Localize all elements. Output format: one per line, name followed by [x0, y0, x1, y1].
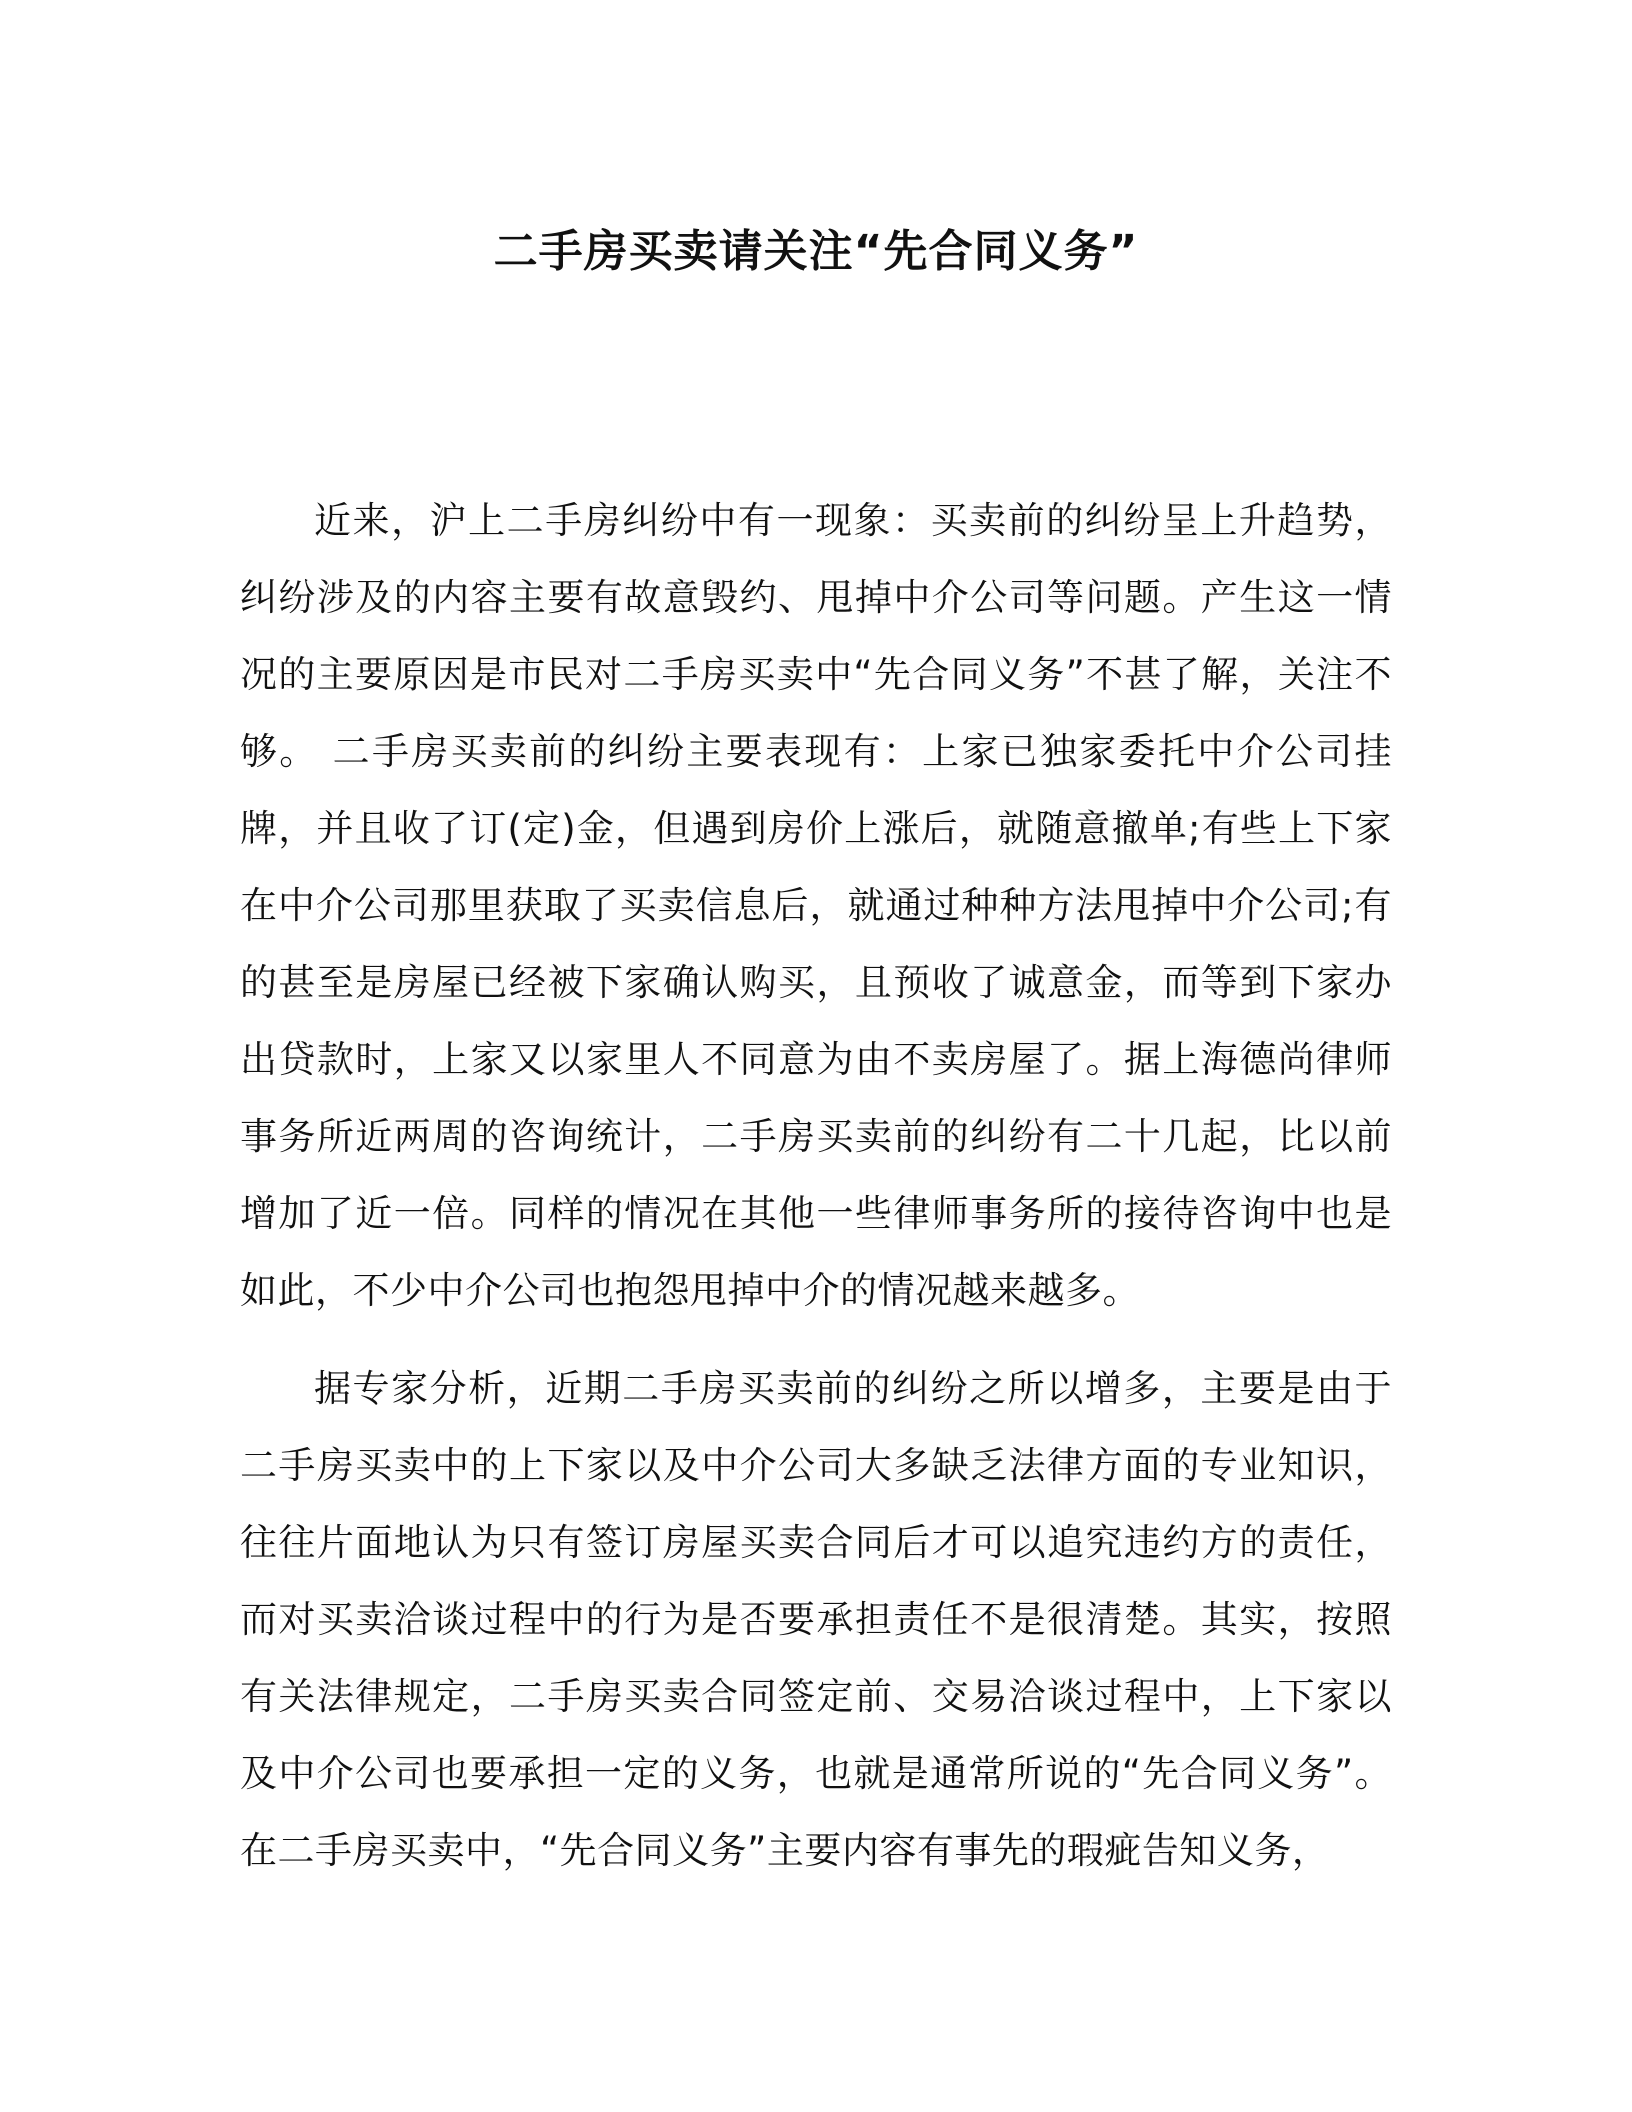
- paragraph-2: 据专家分析，近期二手房买卖前的纠纷之所以增多，主要是由于二手房买卖中的上下家以及中介公司大多缺乏法律方面的专业知识，往往片面地认为只有签订房屋买卖合同后才可以追究违约方的责任，而对买卖洽谈过程中的行为是否要承担责任不是很清楚。其实，按照有关法律规定，二手房买卖合同签定前、交易洽谈过程中，上下家以及中介公司也要承担一定的义务，也就是通常所说的“先合同义务”。在二手房买卖中，“先合同义务”主要内容有事先的瑕疵告知义务，: [240, 1367, 1392, 1872]
- document-title: 二手房买卖请关注“先合同义务”: [493, 226, 1139, 277]
- paragraph-1: 近来，沪上二手房纠纷中有一现象：买卖前的纠纷呈上升趋势，纠纷涉及的内容主要有故意毁约、甩掉中介公司等问题。产生这一情况的主要原因是市民对二手房买卖中“先合同义务”不甚了解，关注不够。 二手房买卖前的纠纷主要表现有：上家已独家委托中介公司挂牌，并且收了订(定)金，但遇到房价上涨后，就随意撤单;有些上下家在中介公司那里获取了买卖信息后，就通过种种方法甩掉中介公司;有的甚至是房屋已经被下家确认购买，且预收了诚意金，而等到下家办出贷款时，上家又以家里人不同意为由不卖房屋了。据上海德尚律师事务所近两周的咨询统计，二手房买卖前的纠纷有二十几起，比以前增加了近一倍。同样的情况在其他一些律师事务所的接待咨询中也是如此，不少中介公司也抱怨甩掉中介的情况越来越多。: [240, 499, 1392, 1312]
